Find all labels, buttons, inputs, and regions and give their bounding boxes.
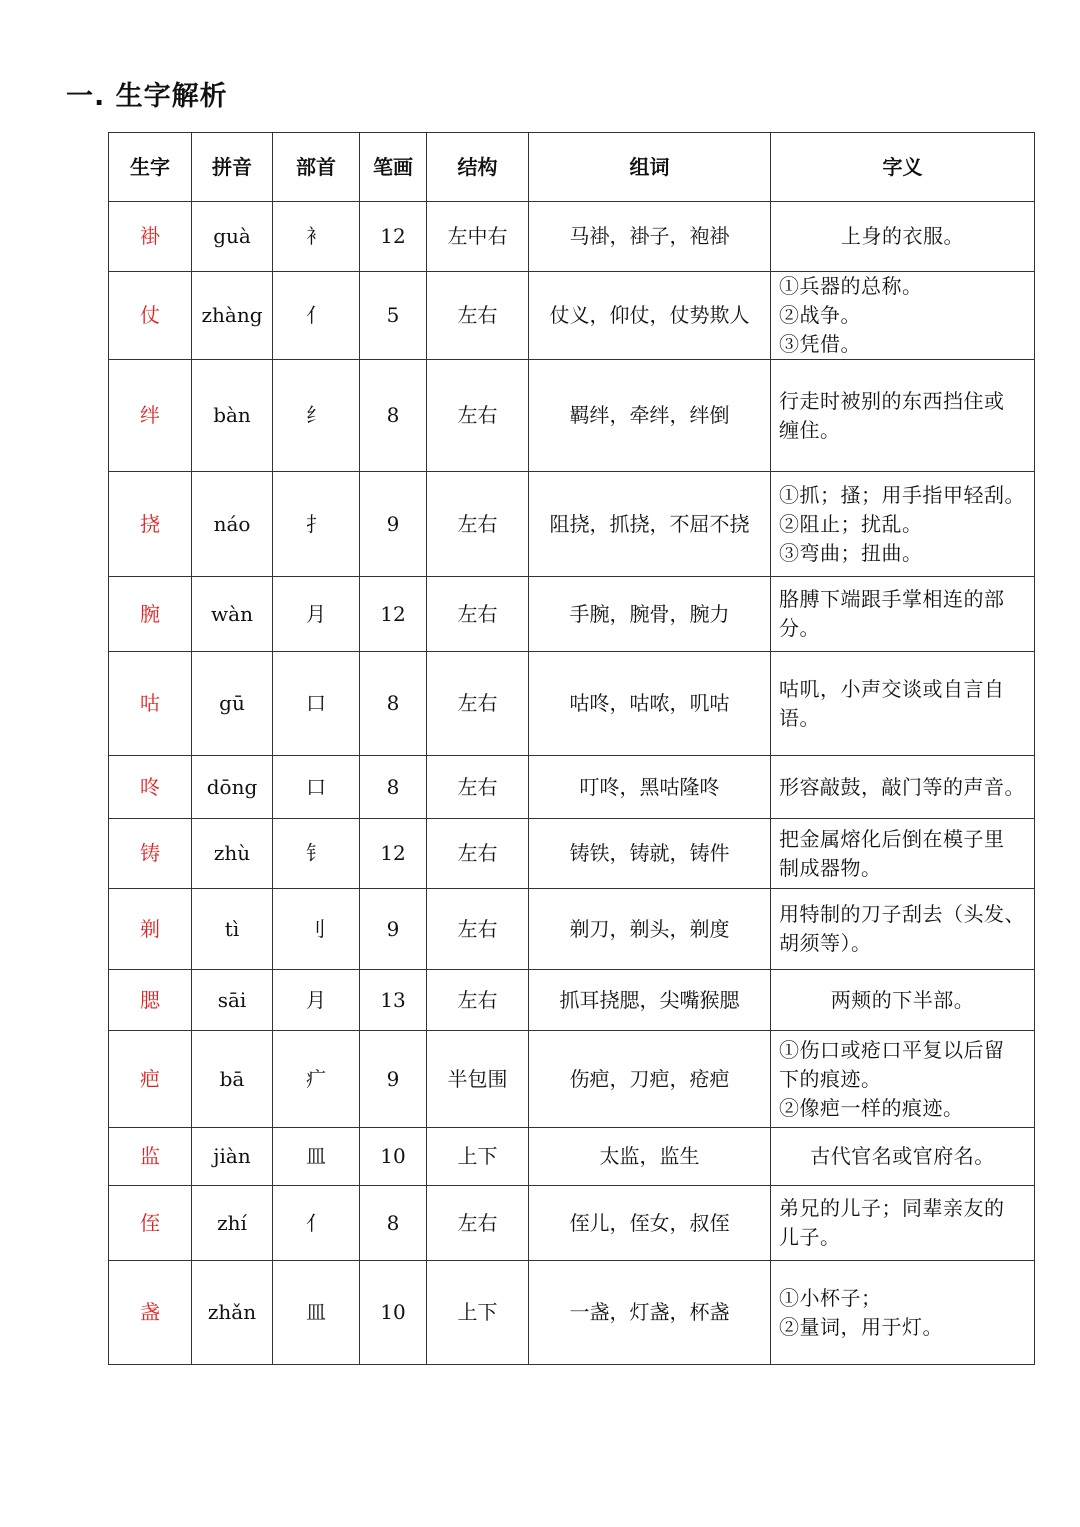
cell-structure: 左右 <box>427 577 529 652</box>
cell-meaning <box>771 272 1035 360</box>
meaning-line: ②阻止；扰乱。 <box>779 511 923 536</box>
cell-structure: 上下 <box>427 1261 529 1365</box>
cell-strokes: 10 <box>360 1261 427 1365</box>
cell-words: 伤疤，刀疤，疮疤 <box>529 1031 771 1128</box>
cell-meaning <box>771 577 1035 652</box>
meaning-line: ③弯曲；扭曲。 <box>779 540 923 565</box>
cell-meaning <box>771 1128 1035 1186</box>
cell-char: 绊 <box>109 360 192 472</box>
cell-pinyin: bā <box>192 1031 273 1128</box>
meaning-line: ①兵器的总称。 <box>779 274 923 298</box>
cell-char: 腮 <box>109 970 192 1031</box>
table-row <box>109 970 1035 1031</box>
meaning-line: 制成器物。 <box>779 855 882 880</box>
cell-meaning <box>771 970 1035 1031</box>
table-row <box>109 756 1035 819</box>
cell-char: 铸 <box>109 819 192 889</box>
cell-pinyin: jiàn <box>192 1128 273 1186</box>
cell-meaning <box>771 819 1035 889</box>
cell-radical: 疒 <box>273 1031 360 1128</box>
cell-structure: 上下 <box>427 1128 529 1186</box>
header-char: 生字 <box>109 133 192 202</box>
cell-words: 仗义，仰仗，仗势欺人 <box>529 272 771 360</box>
meaning-line: ②像疤一样的痕迹。 <box>779 1095 964 1120</box>
meaning-line: 上身的衣服。 <box>841 224 964 248</box>
header-radical: 部首 <box>273 133 360 202</box>
cell-structure: 左右 <box>427 889 529 970</box>
cell-structure: 左中右 <box>427 202 529 272</box>
cell-structure: 左右 <box>427 1186 529 1261</box>
cell-char: 褂 <box>109 202 192 272</box>
meaning-line: 胳膊下端跟手掌相连的部 <box>779 587 1005 611</box>
cell-words: 剃刀，剃头，剃度 <box>529 889 771 970</box>
meaning-line: ③凭借。 <box>779 332 861 356</box>
header-structure: 结构 <box>427 133 529 202</box>
meaning-line: 分。 <box>779 616 820 640</box>
table-row <box>109 472 1035 577</box>
cell-strokes: 8 <box>360 756 427 819</box>
cell-char: 咕 <box>109 652 192 756</box>
header-pinyin: 拼音 <box>192 133 273 202</box>
table-row <box>109 889 1035 970</box>
cell-structure: 左右 <box>427 819 529 889</box>
cell-pinyin: bàn <box>192 360 273 472</box>
table-header-row <box>109 133 1035 202</box>
meaning-line: 两颊的下半部。 <box>830 987 975 1012</box>
cell-meaning <box>771 1261 1035 1365</box>
cell-structure: 左右 <box>427 472 529 577</box>
table-row <box>109 1128 1035 1186</box>
cell-char: 剃 <box>109 889 192 970</box>
cell-words: 侄儿，侄女，叔侄 <box>529 1186 771 1261</box>
meaning-line: ①抓；搔；用手指甲轻刮。 <box>779 482 1025 507</box>
meaning-line: ①小杯子； <box>779 1285 882 1310</box>
cell-pinyin: zhù <box>192 819 273 889</box>
meaning-line: ①伤口或疮口平复以后留 <box>779 1037 1005 1062</box>
cell-meaning <box>771 652 1035 756</box>
cell-radical: 亻 <box>273 1186 360 1261</box>
cell-radical: 钅 <box>273 819 360 889</box>
cell-words: 马褂，褂子，袍褂 <box>529 202 771 272</box>
table-row <box>109 272 1035 360</box>
table-body <box>109 202 1035 1365</box>
table-row <box>109 652 1035 756</box>
cell-strokes: 13 <box>360 970 427 1031</box>
cell-strokes: 10 <box>360 1128 427 1186</box>
cell-pinyin: náo <box>192 472 273 577</box>
cell-char: 挠 <box>109 472 192 577</box>
cell-pinyin: wàn <box>192 577 273 652</box>
cell-meaning <box>771 360 1035 472</box>
cell-radical: 月 <box>273 970 360 1031</box>
meaning-line: 咕叽，小声交谈或自言自 <box>779 676 1005 701</box>
table-row <box>109 1261 1035 1365</box>
cell-meaning <box>771 202 1035 272</box>
cell-meaning <box>771 472 1035 577</box>
cell-pinyin: tì <box>192 889 273 970</box>
meaning-line: ②战争。 <box>779 303 861 327</box>
meaning-line: 形容敲鼓，敲门等的声音。 <box>779 774 1025 799</box>
cell-radical: 刂 <box>273 889 360 970</box>
cell-structure: 左右 <box>427 360 529 472</box>
cell-radical: 扌 <box>273 472 360 577</box>
meaning-line: 弟兄的儿子；同辈亲友的 <box>779 1196 1005 1220</box>
meaning-line: 胡须等）。 <box>779 931 872 955</box>
meaning-line: 缠住。 <box>779 417 841 442</box>
cell-words: 手腕，腕骨，腕力 <box>529 577 771 652</box>
header-strokes: 笔画 <box>360 133 427 202</box>
cell-pinyin: sāi <box>192 970 273 1031</box>
cell-structure: 左右 <box>427 756 529 819</box>
meaning-line: 把金属熔化后倒在模子里 <box>779 826 1005 851</box>
meaning-line: 行走时被别的东西挡住或 <box>779 388 1005 413</box>
cell-pinyin: zhí <box>192 1186 273 1261</box>
meaning-line: 语。 <box>779 705 820 730</box>
meaning-line: 古代官名或官府名。 <box>810 1144 995 1168</box>
cell-pinyin: zhàng <box>192 272 273 360</box>
meaning-line: ②量词，用于灯。 <box>779 1314 943 1339</box>
cell-radical: 皿 <box>273 1128 360 1186</box>
cell-strokes: 12 <box>360 577 427 652</box>
meaning-line: 下的痕迹。 <box>779 1066 882 1091</box>
cell-words: 羁绊，牵绊，绊倒 <box>529 360 771 472</box>
vocabulary-table <box>108 132 1035 1365</box>
header-meaning: 字义 <box>771 133 1035 202</box>
cell-structure: 半包围 <box>427 1031 529 1128</box>
table-row <box>109 1031 1035 1128</box>
cell-pinyin: gū <box>192 652 273 756</box>
cell-char: 监 <box>109 1128 192 1186</box>
cell-meaning <box>771 1031 1035 1128</box>
cell-strokes: 8 <box>360 360 427 472</box>
page-title: 一. 生字解析 <box>66 81 228 112</box>
cell-words: 抓耳挠腮，尖嘴猴腮 <box>529 970 771 1031</box>
cell-pinyin: zhǎn <box>192 1261 273 1365</box>
cell-pinyin: guà <box>192 202 273 272</box>
cell-char: 咚 <box>109 756 192 819</box>
cell-char: 腕 <box>109 577 192 652</box>
cell-radical: 月 <box>273 577 360 652</box>
cell-structure: 左右 <box>427 652 529 756</box>
header-words: 组词 <box>529 133 771 202</box>
table-row <box>109 819 1035 889</box>
table-row <box>109 1186 1035 1261</box>
meaning-line: 用特制的刀子刮去（头发、 <box>779 902 1025 926</box>
table-row <box>109 577 1035 652</box>
cell-char: 侄 <box>109 1186 192 1261</box>
cell-radical: 亻 <box>273 272 360 360</box>
table-row <box>109 360 1035 472</box>
cell-char: 仗 <box>109 272 192 360</box>
cell-radical: 口 <box>273 652 360 756</box>
cell-strokes: 8 <box>360 1186 427 1261</box>
cell-structure: 左右 <box>427 272 529 360</box>
cell-words: 咕咚，咕哝，叽咕 <box>529 652 771 756</box>
cell-strokes: 8 <box>360 652 427 756</box>
cell-words: 叮咚，黑咕隆咚 <box>529 756 771 819</box>
cell-meaning <box>771 889 1035 970</box>
cell-strokes: 12 <box>360 819 427 889</box>
cell-strokes: 5 <box>360 272 427 360</box>
cell-char: 疤 <box>109 1031 192 1128</box>
cell-radical: 皿 <box>273 1261 360 1365</box>
cell-char: 盏 <box>109 1261 192 1365</box>
cell-radical: 衤 <box>273 202 360 272</box>
cell-strokes: 9 <box>360 889 427 970</box>
cell-words: 阻挠，抓挠，不屈不挠 <box>529 472 771 577</box>
cell-radical: 纟 <box>273 360 360 472</box>
cell-pinyin: dōng <box>192 756 273 819</box>
cell-meaning <box>771 756 1035 819</box>
cell-words: 铸铁，铸就，铸件 <box>529 819 771 889</box>
meaning-line: 儿子。 <box>779 1225 841 1249</box>
cell-radical: 口 <box>273 756 360 819</box>
cell-structure: 左右 <box>427 970 529 1031</box>
cell-strokes: 12 <box>360 202 427 272</box>
table-row <box>109 202 1035 272</box>
cell-words: 太监，监生 <box>529 1128 771 1186</box>
cell-meaning <box>771 1186 1035 1261</box>
cell-strokes: 9 <box>360 1031 427 1128</box>
cell-strokes: 9 <box>360 472 427 577</box>
cell-words: 一盏，灯盏，杯盏 <box>529 1261 771 1365</box>
